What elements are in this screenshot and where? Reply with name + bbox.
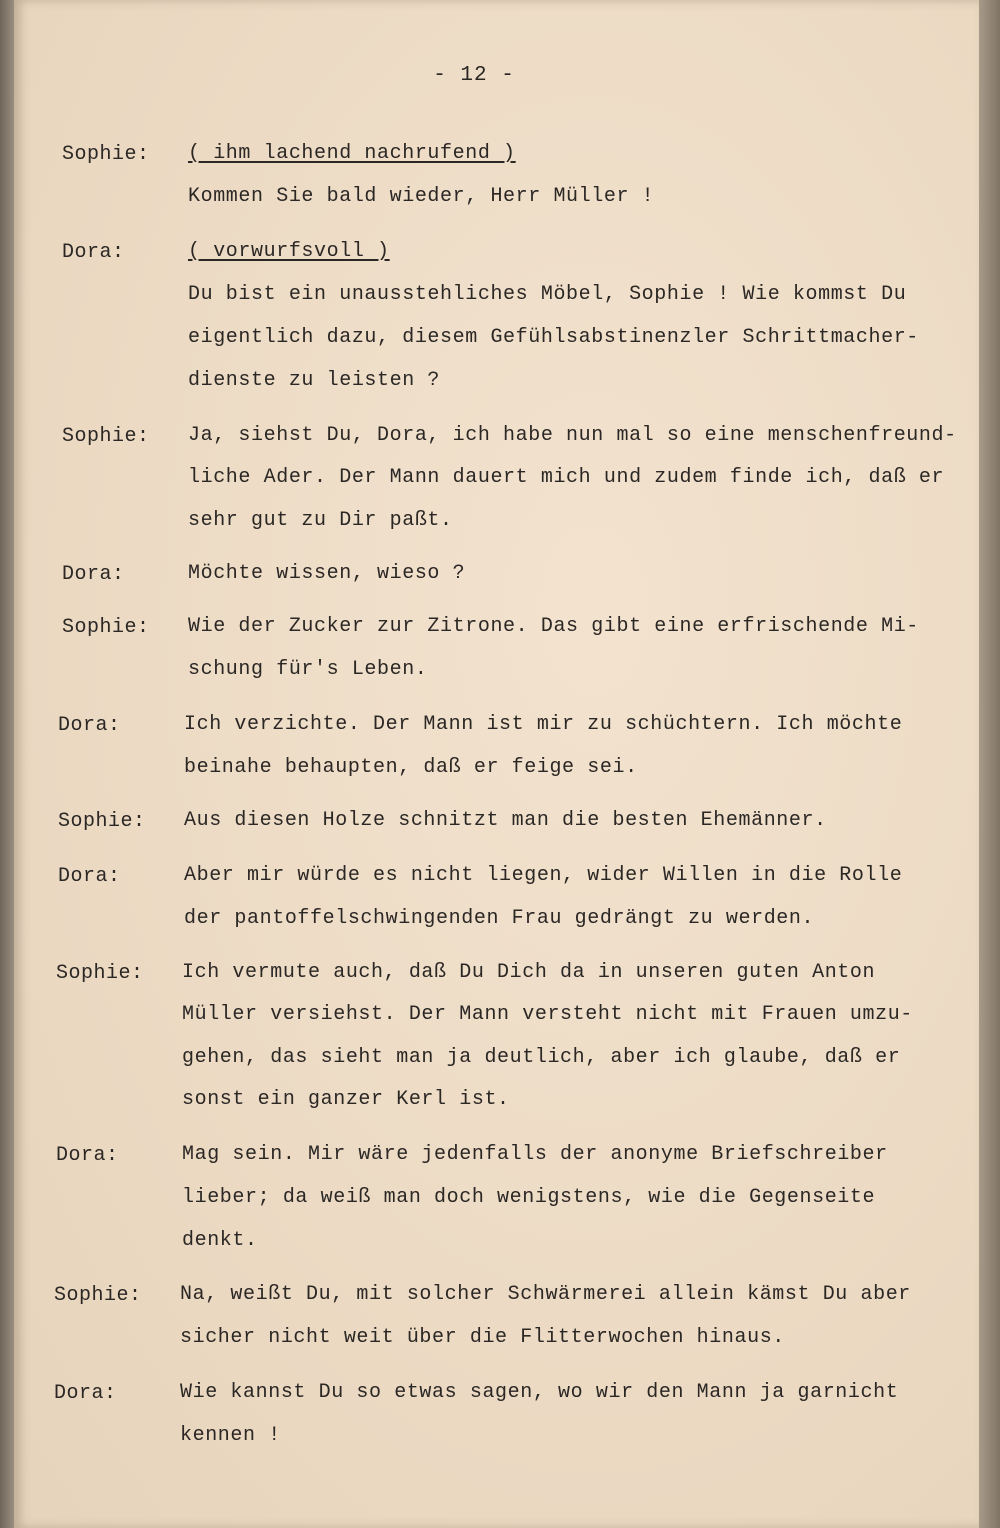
speaker-label: Sophie: (56, 962, 144, 985)
dialogue-line: Ich vermute auch, daß Du Dich da in unseren guten Anton (182, 961, 876, 984)
typescript-page (14, 0, 979, 1528)
page-number: - 12 - (433, 64, 515, 87)
dialogue-line: Ich verzichte. Der Mann ist mir zu schüchtern. Ich möchte (184, 713, 903, 736)
dialogue-line: lieber; da weiß man doch wenigstens, wie die Gegenseite (182, 1186, 876, 1209)
dialogue-line: dienste zu leisten ? (188, 369, 441, 392)
dialogue-line: schung für's Leben. (188, 658, 428, 681)
speaker-label: Sophie: (62, 143, 150, 166)
dialogue-line: sehr gut zu Dir paßt. (188, 509, 453, 532)
speaker-label: Sophie: (58, 810, 146, 833)
speaker-label: Sophie: (62, 616, 150, 639)
stage-direction: ( ihm lachend nachrufend ) (188, 142, 516, 165)
dialogue-line: Möchte wissen, wieso ? (188, 562, 466, 585)
dialogue-line: Aber mir würde es nicht liegen, wider Willen in die Rolle (184, 864, 903, 887)
dialogue-line: Du bist ein unausstehliches Möbel, Sophie ! Wie kommst Du (188, 283, 907, 306)
dialogue-line: sicher nicht weit über die Flitterwochen hinaus. (180, 1326, 785, 1349)
speaker-label: Dora: (56, 1144, 119, 1167)
speaker-label: Dora: (58, 865, 121, 888)
dialogue-line: gehen, das sieht man ja deutlich, aber ich glaube, daß er (182, 1046, 901, 1069)
dialogue-line: denkt. (182, 1229, 258, 1252)
dialogue-line: Wie kannst Du so etwas sagen, wo wir den Mann ja garnicht (180, 1381, 899, 1404)
stage-direction: ( vorwurfsvoll ) (188, 240, 390, 263)
dialogue-line: Ja, siehst Du, Dora, ich habe nun mal so eine menschenfreund- (188, 424, 957, 447)
speaker-label: Sophie: (62, 425, 150, 448)
dialogue-line: liche Ader. Der Mann dauert mich und zudem finde ich, daß er (188, 466, 945, 489)
dialogue-line: sonst ein ganzer Kerl ist. (182, 1088, 510, 1111)
speaker-label: Dora: (62, 563, 125, 586)
book-binding (0, 0, 14, 1528)
page-edge (979, 0, 1000, 1528)
dialogue-line: Kommen Sie bald wieder, Herr Müller ! (188, 185, 655, 208)
speaker-label: Dora: (62, 241, 125, 264)
dialogue-line: beinahe behaupten, daß er feige sei. (184, 756, 638, 779)
dialogue-line: Mag sein. Mir wäre jedenfalls der anonyme Briefschreiber (182, 1143, 888, 1166)
dialogue-line: kennen ! (180, 1424, 281, 1447)
dialogue-line: Müller versiehst. Der Mann versteht nicht mit Frauen umzu- (182, 1003, 913, 1026)
speaker-label: Sophie: (54, 1284, 142, 1307)
dialogue-line: Aus diesen Holze schnitzt man die besten Ehemänner. (184, 809, 827, 832)
dialogue-line: Na, weißt Du, mit solcher Schwärmerei allein kämst Du aber (180, 1283, 911, 1306)
dialogue-line: Wie der Zucker zur Zitrone. Das gibt eine erfrischende Mi- (188, 615, 919, 638)
dialogue-line: eigentlich dazu, diesem Gefühlsabstinenzler Schrittmacher- (188, 326, 919, 349)
speaker-label: Dora: (58, 714, 121, 737)
dialogue-line: der pantoffelschwingenden Frau gedrängt zu werden. (184, 907, 815, 930)
speaker-label: Dora: (54, 1382, 117, 1405)
